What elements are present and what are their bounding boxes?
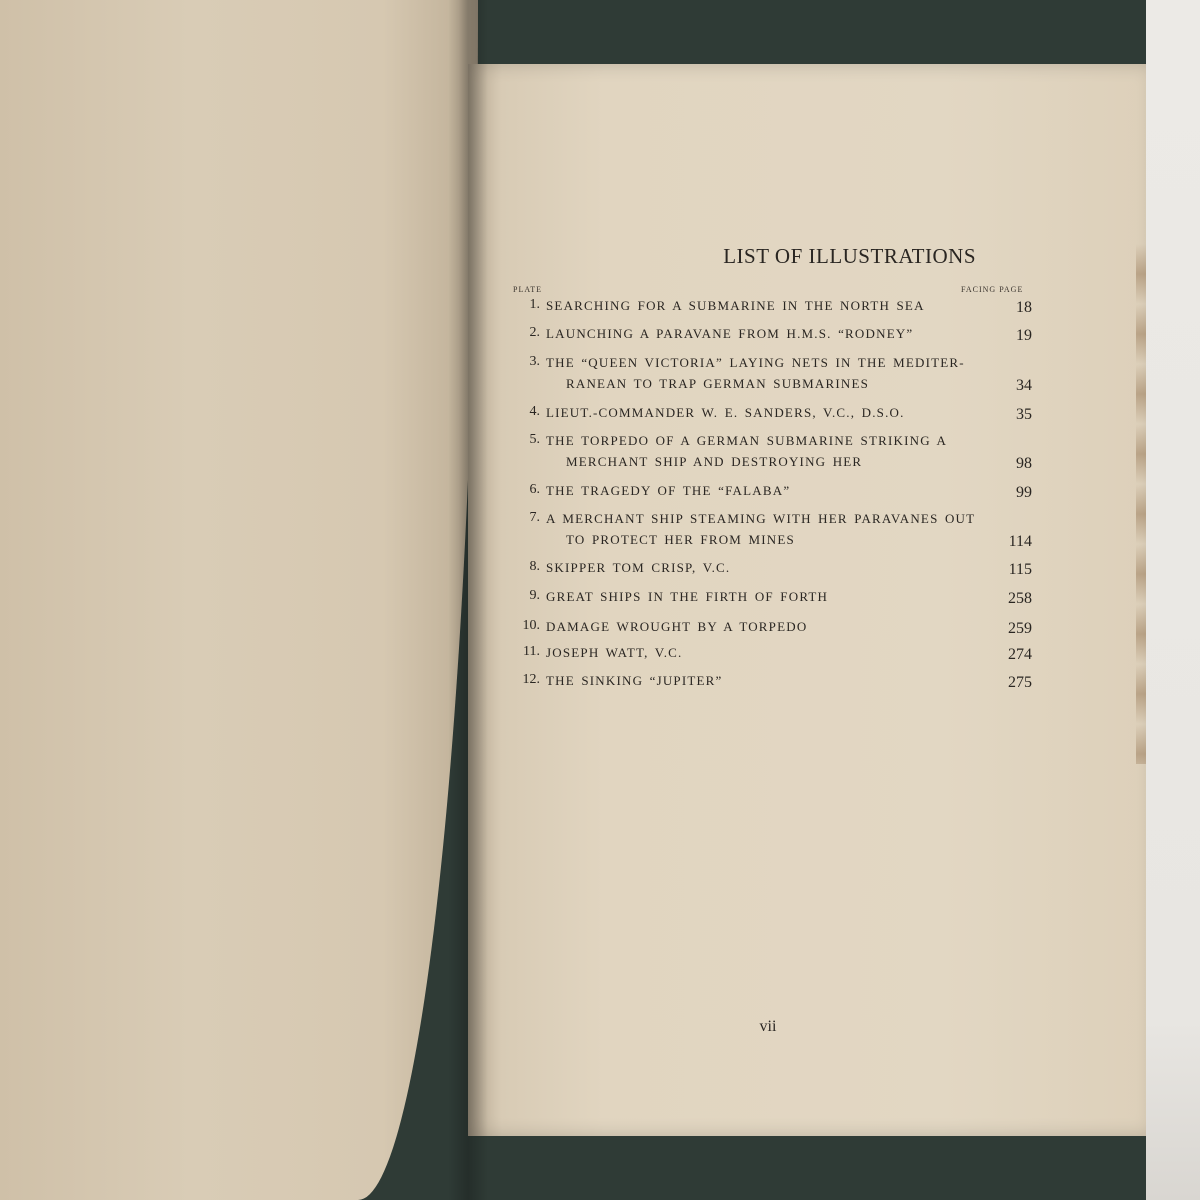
page-title: LIST OF ILLUSTRATIONS <box>723 244 976 268</box>
plate-number: 2. <box>529 325 540 340</box>
page-number: vii <box>759 1018 777 1035</box>
illustration-caption-line: JOSEPH WATT, V.C. <box>546 645 683 660</box>
illustration-caption-line: TO PROTECT HER FROM MINES <box>566 532 795 547</box>
facing-page-number: 35 <box>1016 406 1032 423</box>
plate-number: 1. <box>529 297 540 312</box>
left-page <box>0 0 478 1200</box>
illustration-caption-line: THE “QUEEN VICTORIA” LAYING NETS IN THE MEDITER- <box>546 355 965 370</box>
facing-page-number: 98 <box>1016 455 1032 472</box>
facing-page-number: 115 <box>1008 561 1032 578</box>
illustration-caption-line: RANEAN TO TRAP GERMAN SUBMARINES <box>566 376 870 391</box>
facing-page-number: 19 <box>1016 327 1032 344</box>
plate-number: 11. <box>523 644 540 659</box>
illustration-caption-line: A MERCHANT SHIP STEAMING WITH HER PARAVANES OUT <box>546 511 976 526</box>
illustration-caption-line: THE TRAGEDY OF THE “FALABA” <box>546 483 791 498</box>
illustration-caption-line: THE SINKING “JUPITER” <box>546 673 723 688</box>
illustration-caption-line: MERCHANT SHIP AND DESTROYING HER <box>566 454 863 469</box>
illustration-caption-line: LIEUT.-COMMANDER W. E. SANDERS, V.C., D.S.O. <box>546 405 905 420</box>
plate-number: 10. <box>522 618 540 633</box>
facing-page-number: 258 <box>1008 590 1032 607</box>
facing-page-number: 259 <box>1008 620 1032 637</box>
plate-number: 6. <box>529 482 540 497</box>
facing-page-number: 34 <box>1016 377 1032 394</box>
book-gutter <box>448 0 488 1200</box>
facing-page-number: 274 <box>1008 646 1032 663</box>
plate-number: 4. <box>529 404 540 419</box>
illustration-caption-line: THE TORPEDO OF A GERMAN SUBMARINE STRIKING A <box>546 433 948 448</box>
plate-number: 8. <box>529 559 540 574</box>
facing-page-number: 114 <box>1008 533 1032 550</box>
plate-number: 12. <box>522 672 540 687</box>
illustration-caption-line: GREAT SHIPS IN THE FIRTH OF FORTH <box>546 589 829 604</box>
facing-page-number: 99 <box>1016 484 1032 501</box>
illustration-caption-line: SKIPPER TOM CRISP, V.C. <box>546 560 731 575</box>
plate-number: 5. <box>529 432 540 447</box>
facing-page-number: 275 <box>1008 674 1032 691</box>
illustration-caption-line: SEARCHING FOR A SUBMARINE IN THE NORTH SEA <box>546 298 925 313</box>
plate-number: 9. <box>529 588 540 603</box>
facing-page-number: 18 <box>1016 299 1032 316</box>
plate-number: 7. <box>529 510 540 525</box>
plate-number: 3. <box>529 354 540 369</box>
facing-page-column-header: FACING PAGE <box>961 285 1024 294</box>
illustration-caption-line: DAMAGE WROUGHT BY A TORPEDO <box>546 619 808 634</box>
plate-column-header: PLATE <box>513 285 542 294</box>
illustration-caption-line: LAUNCHING A PARAVANE FROM H.M.S. “RODNEY” <box>546 326 914 341</box>
